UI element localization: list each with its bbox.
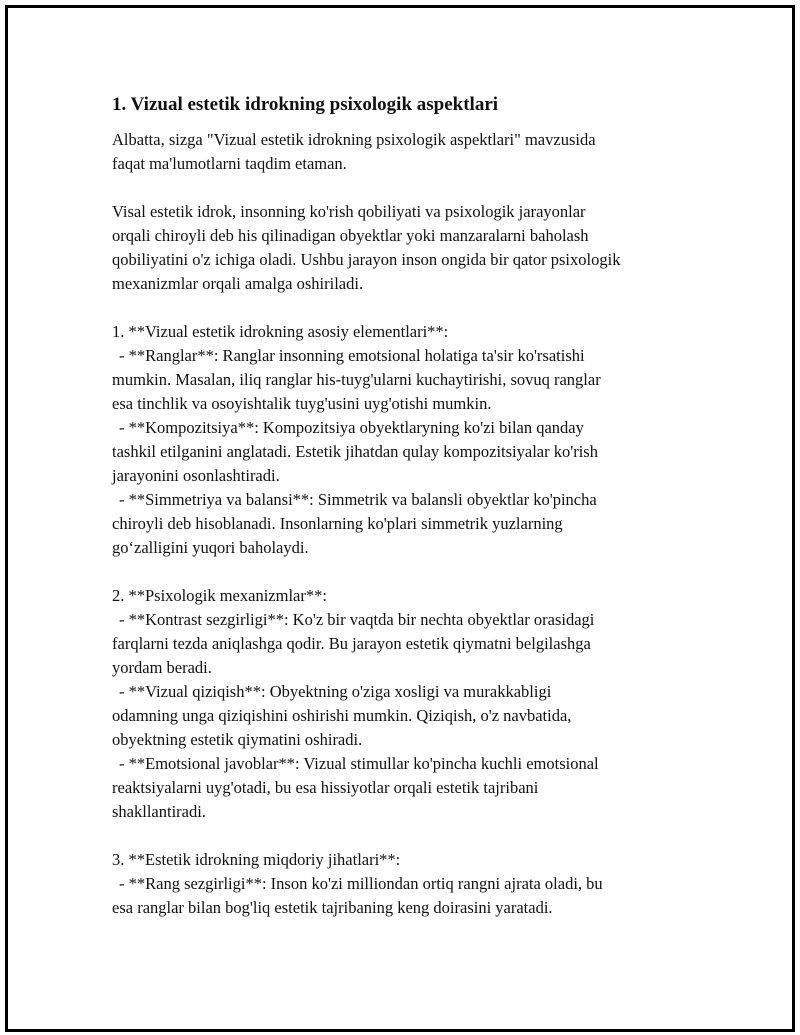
spacer (112, 824, 692, 848)
body-paragraph: Visal estetik idrok, insonning ko'rish qobiliyati va psixologik jarayonlar orqali chiroyli deb his qilinadigan obyektlar yoki manzaralarni baholash qobiliyatini o'z ichiga oladi. Ushbu jarayon inson ongida bir qator psixologik mexanizmlar orqali amalga oshiriladi. (112, 202, 621, 293)
section-heading: 2. **Psixologik mexanizmlar**: (112, 586, 327, 605)
intro-paragraph: Albatta, sizga "Vizual estetik idrokning psixologik aspektlari" mavzusida faqat ma'lumotlarni taqdim etaman. (112, 130, 596, 173)
section-heading: 1. **Vizual estetik idrokning asosiy elementlari**: (112, 322, 449, 341)
list-item-lead: - **Ranglar**: Ranglar insonning emotsional holatiga ta'sir ko'rsatishi (119, 346, 585, 365)
list-item-text: chiroyli deb hisoblanadi. Insonlarning ko'plari simmetrik yuzlarning go‘zalligini yuqori baholaydi. (112, 514, 563, 557)
document-body (112, 92, 692, 920)
list-item-lead: - **Kontrast sezgirligi**: Ko'z bir vaqtda bir nechta obyektlar orasidagi (119, 610, 595, 629)
spacer (112, 296, 692, 320)
list-item-lead: - **Vizual qiziqish**: Obyektning o'ziga xosligi va murakkabligi (119, 682, 552, 701)
list-item-text: reaktsiyalarni uyg'otadi, bu esa hissiyotlar orqali estetik tajribani shakllantiradi. (112, 778, 539, 821)
list-item-lead: - **Emotsional javoblar**: Vizual stimullar ko'pincha kuchli emotsional (119, 754, 599, 773)
section-heading: 3. **Estetik idrokning miqdoriy jihatlari**: (112, 850, 401, 869)
document-title: 1. Vizual estetik idrokning psixologik aspektlari (112, 94, 499, 115)
section-1 (112, 320, 692, 560)
list-item-lead: - **Kompozitsiya**: Kompozitsiya obyektlaryning ko'zi bilan qanday (119, 418, 584, 437)
list-item-text: mumkin. Masalan, iliq ranglar his-tuyg'ularni kuchaytirishi, sovuq ranglar esa tinchlik va osoyishtalik tuyg'usini uyg'otishi mumkin. (112, 370, 601, 413)
spacer (112, 176, 692, 200)
list-item-text: tashkil etilganini anglatadi. Estetik jihatdan qulay kompozitsiyalar ko'rish jarayonini osonlashtiradi. (112, 442, 598, 485)
list-item-text: esa ranglar bilan bog'liq estetik tajribaning keng doirasini yaratadi. (112, 898, 553, 917)
list-item-lead: - **Simmetriya va balansi**: Simmetrik va balansli obyektlar ko'pincha (119, 490, 597, 509)
list-item-text: odamning unga qiziqishini oshirishi mumkin. Qiziqish, o'z navbatida, obyektning estetik qiymatini oshiradi. (112, 706, 572, 749)
list-item-lead: - **Rang sezgirligi**: Inson ko'zi milliondan ortiq rangni ajrata oladi, bu (119, 874, 603, 893)
spacer (112, 560, 692, 584)
section-2 (112, 584, 692, 824)
section-3 (112, 848, 692, 920)
list-item-text: farqlarni tezda aniqlashga qodir. Bu jarayon estetik qiymatni belgilashga yordam beradi. (112, 634, 591, 677)
